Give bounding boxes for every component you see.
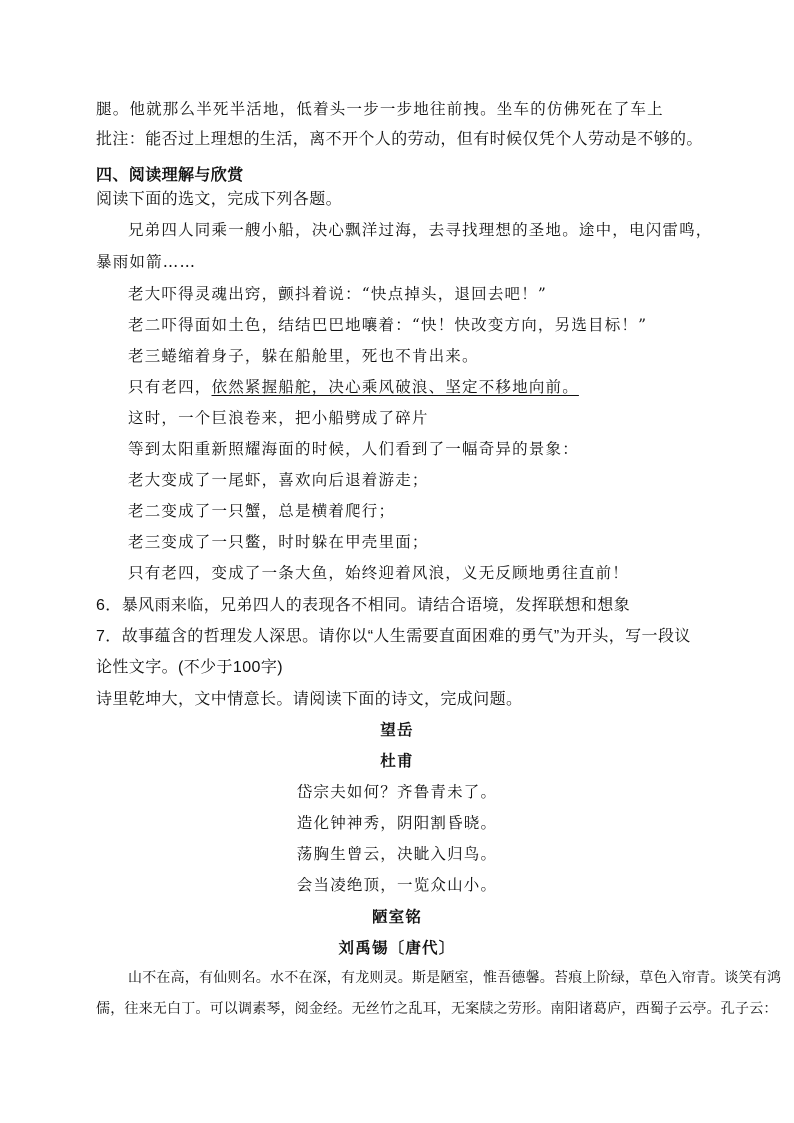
story-paragraph-1-line-2: 暴雨如箭…… [96,253,197,271]
story-paragraph-5-prefix: 只有老四， [128,378,212,396]
story-paragraph-9: 老二变成了一只蟹，总是横着爬行； [128,502,396,520]
passage-continuation-line: 腿。他就那么半死半活地，低着头一步一步地往前拽。坐车的仿佛死在了车上 [96,100,664,118]
story-paragraph-7: 等到太阳重新照耀海面的时候，人们看到了一幅奇异的景象： [128,440,579,458]
underlined-sentence: 依然紧握船舵，决心乘风破浪、坚定不移地向前。 [211,378,579,396]
poem-author: 杜甫 [380,751,414,770]
question-6: 6．暴风雨来临，兄弟四人的表现各不相同。请结合语境，发挥联想和想象 [96,597,631,614]
question-7-line-1: 7．故事蕴含的哲理发人深思。请你以“人生需要直面困难的勇气”为开头，写一段议 [96,628,691,645]
poem-line-4: 会当凌绝顶，一览众山小。 [296,876,498,894]
story-paragraph-2: 老大吓得灵魂出窍，颤抖着说：“快点掉头，退回去吧！” [128,285,548,303]
story-paragraph-1-line-1: 兄弟四人同乘一艘小船，决心飘洋过海，去寻找理想的圣地。途中，电闪雷鸣， [128,221,713,239]
poem-line-2: 造化钟神秀，阴阳割昏晓。 [296,814,498,832]
reading-instruction: 阅读下面的选文，完成下列各题。 [96,191,343,208]
story-paragraph-6: 这时，一个巨浪卷来，把小船劈成了碎片 [128,409,429,427]
annotation-comment: 批注：能否过上理想的生活，离不开个人的劳动，但有时候仅凭个人劳动是不够的。 [96,131,703,148]
prose-title: 陋室铭 [371,907,423,926]
prose-line-1: 山不在高，有仙则名。水不在深，有龙则灵。斯是陋室，惟吾德馨。苔痕上阶绿，草色入帘青。谈笑有鸿 [128,970,782,986]
prose-author: 刘禹锡〔唐代〕 [338,938,456,957]
poem-line-3: 荡胸生曾云，决眦入归鸟。 [296,845,498,863]
story-paragraph-11: 只有老四，变成了一条大鱼，始终迎着风浪，义无反顾地勇往直前！ [128,564,630,582]
question-7-line-2: 论性文字。(不少于100字) [96,659,283,676]
prose-line-2: 儒，往来无白丁。可以调素琴，阅金经。无丝竹之乱耳，无案牍之劳形。南阳诸葛庐，西蜀子云亭。孔子云： [96,1001,778,1017]
story-paragraph-4: 老三蜷缩着身子，躲在船舱里，死也不肯出来。 [128,347,479,365]
story-paragraph-8: 老大变成了一尾虾，喜欢向后退着游走； [128,471,429,489]
poem-intro: 诗里乾坤大，文中情意长。请阅读下面的诗文，完成问题。 [96,691,523,708]
section-title: 四、阅读理解与欣赏 [96,167,244,184]
story-paragraph-10: 老三变成了一只鳖，时时躲在甲壳里面； [128,533,429,551]
poem-title: 望岳 [380,720,414,739]
story-paragraph-5 [128,375,579,397]
poem-line-1: 岱宗夫如何？齐鲁青未了。 [296,783,498,801]
story-paragraph-3: 老二吓得面如土色，结结巴巴地嚷着：“快！快改变方向，另选目标！” [128,316,648,334]
